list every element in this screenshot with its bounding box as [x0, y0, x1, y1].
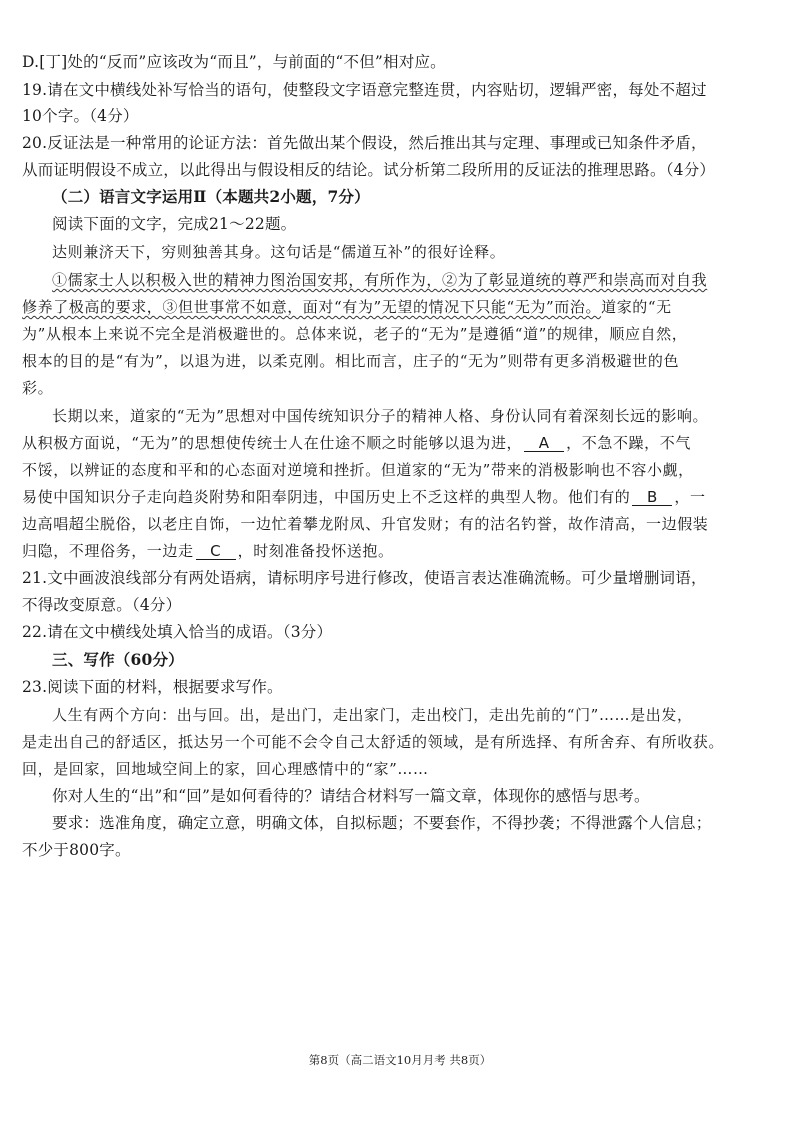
wavy-sentence-2-cont: 修养了极高的要求，	[22, 298, 163, 316]
passage-paragraph-2-line-4: 根本的目的是“有为”，以退为进，以柔克刚。相比而言，庄子的“无为”则带有更多消极避世的色	[22, 352, 680, 370]
passage-paragraph-3-line-6	[22, 541, 782, 561]
passage-paragraph-2-tail: 道家的“无	[601, 298, 672, 316]
passage-paragraph-2-line-5: 彩。	[22, 379, 54, 397]
question-21-line-1: 21.文中画波浪线部分有两处语病，请标明序号进行修改，使语言表达准确流畅。可少量增删词语，	[22, 569, 707, 587]
material-line-1: 人生有两个方向：出与回。出，是出门，走出家门，走出校门，走出先前的“门”……是出发，	[52, 706, 693, 724]
passage-paragraph-2-line-3: 为”从根本上来说不完全是消极避世的。总体来说，老子的“无为”是遵循“道”的规律，顺应自然，	[22, 325, 688, 343]
text-span: ，一	[674, 488, 706, 506]
wavy-sentence-3: ③但世事常不如意，面对“有为”无望的情况下只能“无为”而治。	[162, 298, 602, 316]
question-23: 23.阅读下面的材料，根据要求写作。	[22, 678, 283, 696]
question-18-option-d: D.[丁]处的“反而”应该改为“而且”，与前面的“不但”相对应。	[22, 53, 446, 71]
text-span: ，时刻准备投怀送抱。	[237, 542, 394, 560]
passage-paragraph-2-line-2	[22, 297, 782, 317]
passage-paragraph-2-line-1	[52, 270, 800, 290]
question-19-line-2: 10个字。（4分）	[22, 107, 139, 125]
wavy-sentence-2: ②为了彰显道统的尊严和崇高而对自我	[442, 271, 708, 289]
text-span: 归隐，不理俗务，一边走	[22, 542, 194, 560]
question-19-line-1: 19.请在文中横线处补写恰当的语句，使整段文字语意完整连贯，内容贴切，逻辑严密，每处不超过	[22, 81, 707, 99]
passage-paragraph-1: 达则兼济天下，穷则独善其身。这句话是“儒道互补”的很好诠释。	[52, 243, 506, 261]
section-3-heading: 三、写作（60分）	[52, 650, 184, 669]
writing-requirements-line-1: 要求：选准角度，确定立意，明确文体，自拟标题；不要套作，不得抄袭；不得泄露个人信息；	[52, 814, 712, 832]
passage-paragraph-3-line-3: 不馁，以辨证的态度和平和的心态面对逆境和挫折。但道家的“无为”带来的消极影响也不容小觑，	[22, 461, 694, 479]
question-20-line-2: 从而证明假设不成立，以此得出与假设相反的结论。试分析第二段所用的反证法的推理思路。（4分）	[22, 161, 716, 179]
reading-instruction: 阅读下面的文字，完成21～22题。	[52, 215, 297, 233]
question-21-line-2: 不得改变原意。（4分）	[22, 596, 182, 614]
passage-paragraph-3-line-5: 边高唱超尘脱俗，以老庄自饰，一边忙着攀龙附凤、升官发财；有的沽名钓誉，故作清高，一边假装	[22, 515, 709, 533]
wavy-sentence-1: ①儒家士人以积极入世的精神力图治国安邦，有所作为，	[52, 271, 443, 289]
blank-a: A	[524, 435, 564, 452]
passage-paragraph-3-line-1: 长期以来，道家的“无为”思想对中国传统知识分子的精神人格、身份认同有着深刻长远的影响。	[52, 407, 709, 425]
material-line-2: 是走出自己的舒适区，抵达另一个可能不会令自己太舒适的领域，是有所选择、有所舍弃、有所收获。	[22, 733, 725, 751]
blank-c: C	[196, 543, 236, 560]
text-span: 从积极方面说，“无为”的思想使传统士人在仕途不顺之时能够以退为进，	[22, 434, 523, 452]
question-20-line-1: 20.反证法是一种常用的论证方法：首先做出某个假设，然后推出其与定理、事理或已知条件矛盾，	[22, 134, 707, 152]
blank-b: B	[632, 489, 672, 506]
writing-requirements-line-2: 不少于800字。	[22, 841, 131, 859]
question-22: 22.请在文中横线处填入恰当的成语。（3分）	[22, 623, 333, 641]
text-span: ，不急不躁，不气	[566, 434, 691, 452]
writing-task: 你对人生的“出”和“回”是如何看待的？请结合材料写一篇文章，体现你的感悟与思考。	[52, 787, 650, 805]
section-2-heading: （二）语言文字运用Ⅱ（本题共2小题，7分）	[52, 187, 370, 206]
passage-paragraph-3-line-4	[22, 487, 782, 507]
text-span: 易使中国知识分子走向趋炎附势和阳奉阴违，中国历史上不乏这样的典型人物。他们有的	[22, 488, 631, 506]
page-footer: 第8页（高二语文10月月考 共8页）	[308, 1053, 492, 1067]
material-line-3: 回，是回家，回地域空间上的家，回心理感情中的“家”……	[22, 760, 429, 778]
passage-paragraph-3-line-2	[22, 433, 782, 453]
